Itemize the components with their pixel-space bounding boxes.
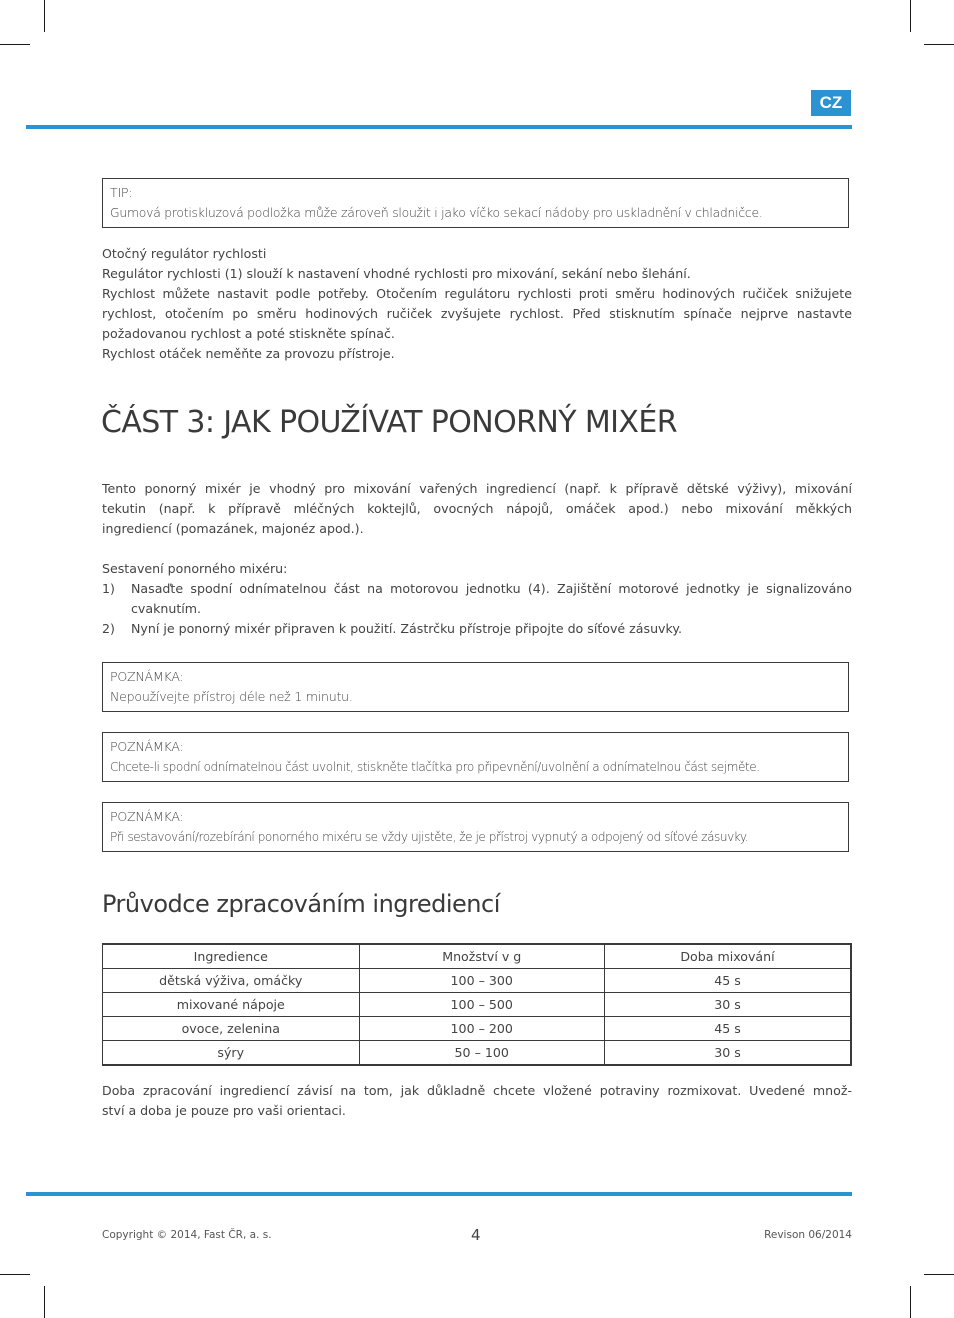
closing-line: ství a doba je pouze pro vaši orientaci. [102,1103,346,1118]
crop-mark [924,44,954,45]
note-box [102,802,849,852]
crop-mark [0,1274,30,1275]
ingredients-table [102,943,852,1066]
assembly-heading: Sestavení ponorného mixéru: [102,561,288,576]
table-row [103,1017,852,1041]
table-row [103,993,852,1017]
header-rule [26,125,852,129]
table-cell: mixované nápoje [103,993,360,1017]
closing-line: Doba zpracování ingrediencí závisí na tom, jak důkladně chcete vložené potraviny rozmixovat. Uvedené množ- [102,1083,852,1098]
crop-mark [924,1274,954,1275]
table-row [103,1041,852,1066]
list-item [102,619,852,639]
speed-paragraph: Regulátor rychlosti (1) slouží k nastavení vhodné rychlosti pro mixování, sekání nebo šlehání. [102,266,691,281]
note-text: Při sestavování/rozebírání ponorného mixéru se vždy ujistěte, že je přístroj vypnutý a odpojený od síťové zásuvky. [110,830,749,844]
table-cell: ovoce, zelenina [103,1017,360,1041]
table-cell: sýry [103,1041,360,1066]
table-cell: 100 – 300 [359,969,604,993]
list-text: Nasaďte spodní odnímatelnou část na motorovou jednotku (4). Zajištění motorové jednotky je signalizováno [131,581,852,596]
list-number: 1) [102,581,115,596]
speed-paragraph: Rychlost otáček neměňte za provozu přístroje. [102,346,395,361]
note-text: Chcete-li spodní odnímatelnou část uvolnit, stiskněte tlačítka pro připevnění/uvolnění a odnímatelnou část sejměte. [110,760,760,774]
speed-heading: Otočný regulátor rychlosti [102,246,267,261]
note-box [102,732,849,782]
speed-section [102,244,852,364]
table-cell: dětská výživa, omáčky [103,969,360,993]
crop-mark [910,1286,911,1318]
copyright-text: Copyright © 2014, Fast ČR, a. s. [102,1229,272,1241]
tip-box [102,178,849,228]
table-header: Doba mixování [604,944,851,969]
table-cell: 30 s [604,1041,851,1066]
table-header: Ingredience [103,944,360,969]
tip-title: TIP: [110,185,133,200]
table-cell: 45 s [604,969,851,993]
table-header: Množství v g [359,944,604,969]
assembly-list [102,579,852,639]
table-cell: 50 – 100 [359,1041,604,1066]
list-text: cvaknutím. [131,601,202,616]
intro-paragraph [102,479,852,539]
crop-mark [910,0,911,32]
note-text: Nepoužívejte přístroj déle než 1 minutu. [110,689,353,704]
tip-text: Gumová protiskluzová podložka může zároveň sloužit i jako víčko sekací nádoby pro uskladnění v chladničce. [110,205,763,220]
list-item [102,579,852,619]
table-cell: 30 s [604,993,851,1017]
footer-rule [26,1192,852,1196]
list-number: 2) [102,621,115,636]
page-number: 4 [471,1226,481,1244]
table-row [103,969,852,993]
speed-paragraph: rychlost, otočením po směru hodinových ručiček zvyšujete rychlost. Před stisknutím spínače nejprve nastavte [102,306,852,321]
intro-line: tekutin (např. k přípravě mléčných koktejlů, ovocných nápojů, omáček apod.) nebo mixování měkkých [102,501,852,516]
crop-mark [44,0,45,32]
list-text: Nyní je ponorný mixér připraven k použití. Zástrčku přístroje připojte do síťové zásuvky. [131,621,683,636]
intro-line: ingrediencí (pomazánek, majonéz apod.). [102,521,364,536]
note-title: POZNÁMKA: [110,669,184,684]
intro-line: Tento ponorný mixér je vhodný pro mixování vařených ingrediencí (např. k přípravě dětské výživy), mixování [102,481,852,496]
note-box [102,662,849,712]
note-title: POZNÁMKA: [110,739,184,754]
table-cell: 100 – 500 [359,993,604,1017]
table-cell: 45 s [604,1017,851,1041]
speed-paragraph: Rychlost můžete nastavit podle potřeby. Otočením regulátoru rychlosti proti směru hodinových ručiček snižujete [102,286,852,301]
crop-mark [44,1286,45,1318]
language-badge: CZ [811,90,851,116]
table-cell: 100 – 200 [359,1017,604,1041]
section-title: ČÁST 3: JAK POUŽÍVAT PONORNÝ MIXÉR [101,405,677,440]
crop-mark [0,44,30,45]
table-header-row [103,944,852,969]
closing-paragraph [102,1081,852,1121]
speed-paragraph: požadovanou rychlost a poté stiskněte spínač. [102,326,395,341]
note-title: POZNÁMKA: [110,809,184,824]
guide-title: Průvodce zpracováním ingrediencí [102,890,500,918]
revision-text: Revison 06/2014 [764,1229,852,1241]
